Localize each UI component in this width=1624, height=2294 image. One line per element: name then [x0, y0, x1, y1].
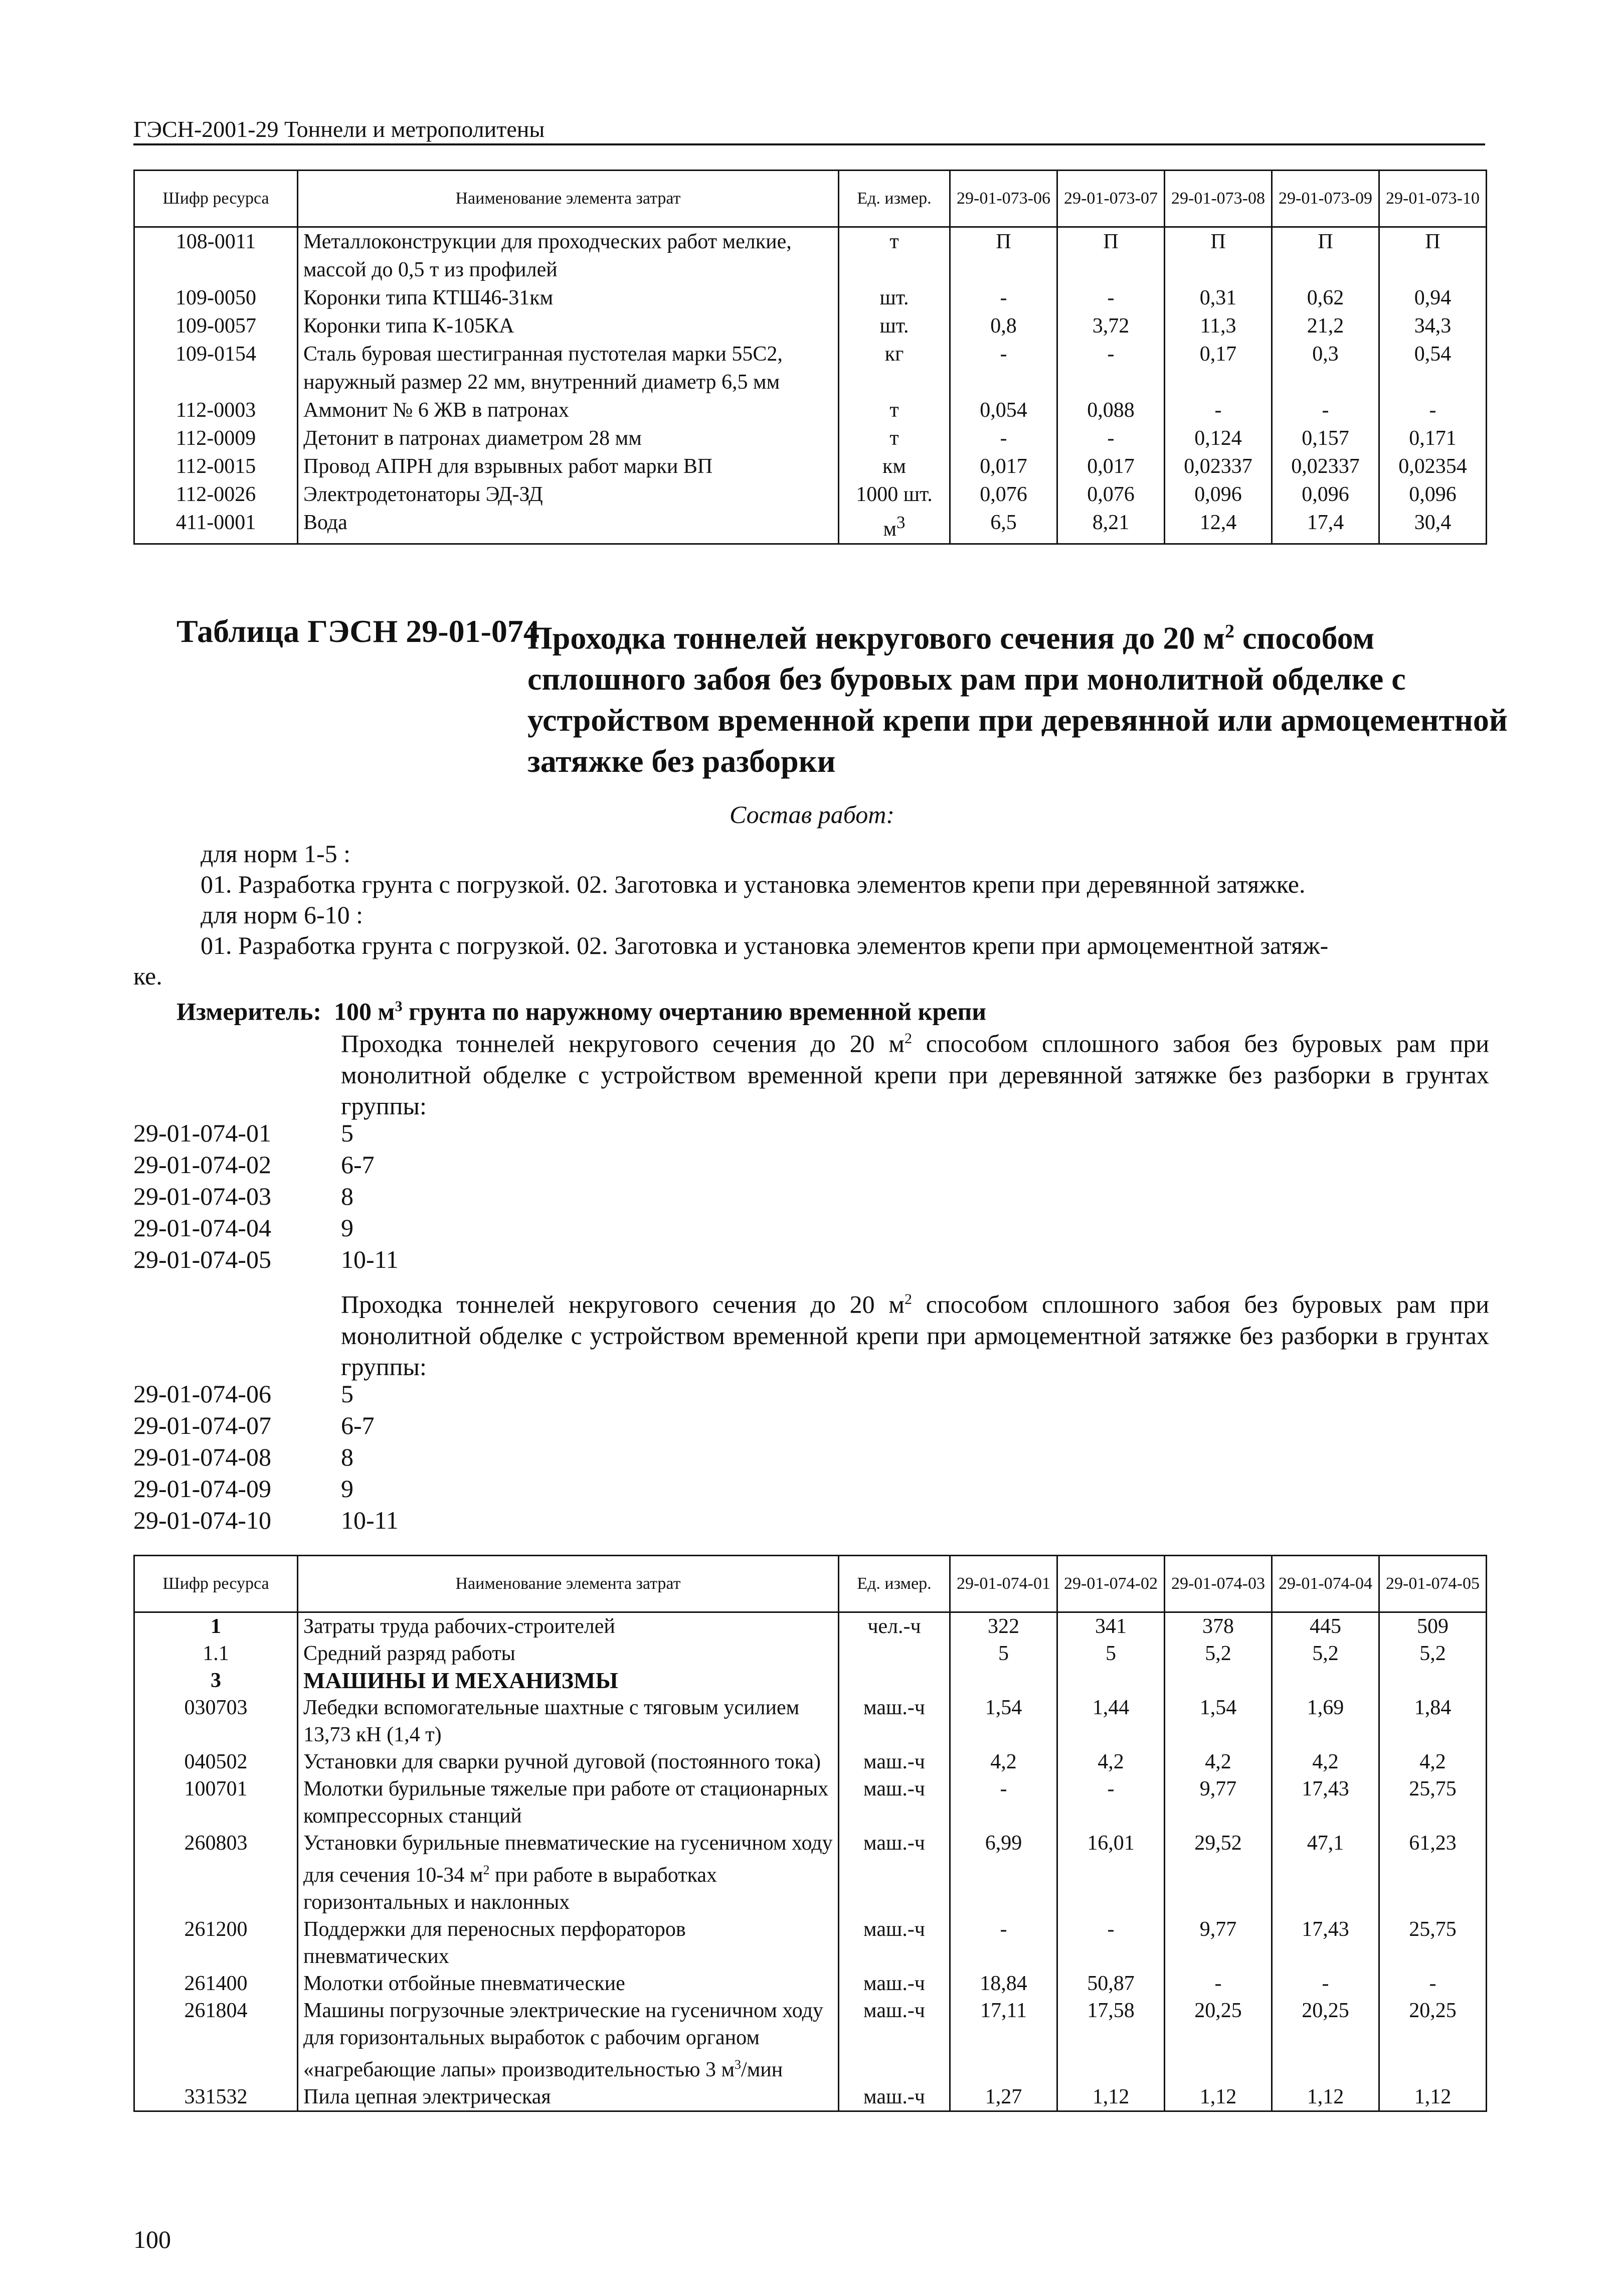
norm-code: 29-01-074-02: [133, 1151, 271, 1179]
resource-value: 47,1: [1272, 1830, 1379, 1916]
header-col: 29-01-074-05: [1379, 1556, 1487, 1612]
resource-value: 0,076: [950, 480, 1057, 509]
resource-code: 109-0050: [134, 284, 298, 312]
resource-unit: маш.-ч: [839, 1916, 950, 1970]
resource-name: Установки бурильные пневматические на гусеничном ходу для сечения 10-34 $м^2$ при работе в выработках горизонтальных и наклонных: [298, 1830, 839, 1916]
resource-value: 4,2: [1272, 1748, 1379, 1775]
resource-unit: чел.-ч: [839, 1612, 950, 1641]
resource-value: 4,2: [950, 1748, 1057, 1775]
table-row: [134, 1997, 1487, 2083]
composition-line: для норм 1-5 :: [201, 840, 351, 868]
resource-value: 61,23: [1379, 1830, 1487, 1916]
resource-value: 17,43: [1272, 1775, 1379, 1830]
resource-value: 4,2: [1379, 1748, 1487, 1775]
norm-list-item: [133, 1441, 491, 1473]
soil-group: 6-7: [341, 1151, 375, 1179]
composition-line: 01. Разработка грунта с погрузкой. 02. Заготовка и установка элементов крепи при армоцементной затяж-: [201, 931, 1329, 959]
resource-unit: км: [839, 452, 950, 480]
resource-unit: маш.-ч: [839, 1830, 950, 1916]
resource-value: 0,17: [1165, 340, 1272, 396]
resource-value: 6,99: [950, 1830, 1057, 1916]
resource-name: Вода: [298, 509, 839, 544]
resource-value: 9,77: [1165, 1775, 1272, 1830]
measure: [176, 991, 986, 1028]
resource-code: 030703: [134, 1694, 298, 1748]
resource-unit: [839, 1640, 950, 1667]
resource-value: 8,21: [1057, 509, 1165, 544]
superscript: 3: [735, 2057, 742, 2072]
resource-value: 4,2: [1057, 1748, 1165, 1775]
resource-value: 341: [1057, 1612, 1165, 1641]
page-number: 100: [133, 2225, 171, 2253]
resource-name: МАШИНЫ И МЕХАНИЗМЫ: [298, 1667, 839, 1694]
table-row: [134, 1748, 1487, 1775]
header-col: 29-01-074-01: [950, 1556, 1057, 1612]
norm-code: 29-01-074-09: [133, 1474, 271, 1503]
resource-value: 0,096: [1165, 480, 1272, 509]
header-name: Наименование элемента затрат: [298, 1556, 839, 1612]
resource-value: 16,01: [1057, 1830, 1165, 1916]
resource-value: 0,157: [1272, 424, 1379, 452]
resource-unit: т: [839, 424, 950, 452]
header-unit: Ед. измер.: [839, 1556, 950, 1612]
table-header-row: [134, 171, 1487, 227]
resource-value: -: [1379, 1970, 1487, 1997]
resource-value: 1,12: [1165, 2083, 1272, 2111]
resource-value: 1,54: [1165, 1694, 1272, 1748]
resource-value: 12,4: [1165, 509, 1272, 544]
cost-table-body: [134, 1612, 1487, 2111]
resource-value: 30,4: [1379, 509, 1487, 544]
resource-name: Средний разряд работы: [298, 1640, 839, 1667]
resource-code: 331532: [134, 2083, 298, 2111]
norm-list-item: [133, 1473, 491, 1505]
description-sup: 2: [905, 1291, 913, 1307]
description-part: Проходка тоннелей некругового сечения до 20 м: [341, 1029, 905, 1058]
header-col: 29-01-074-02: [1057, 1556, 1165, 1612]
header-col: 29-01-073-10: [1379, 171, 1487, 227]
table-row: [134, 340, 1487, 396]
header-rule: [133, 143, 1485, 145]
table-row: [134, 1612, 1487, 1641]
resource-value: 0,171: [1379, 424, 1487, 452]
resource-unit: кг: [839, 340, 950, 396]
resource-name: Машины погрузочные электрические на гусеничном ходу для горизонтальных выработок с рабочим органом «нагребающие лапы» производительностью 3 $м^3$/мин: [298, 1997, 839, 2083]
resource-value: -: [950, 424, 1057, 452]
resource-value: 0,017: [1057, 452, 1165, 480]
resource-name: Молотки отбойные пневматические: [298, 1970, 839, 1997]
resource-value: 0,124: [1165, 424, 1272, 452]
group1-description: [341, 1023, 1489, 1121]
table-row: [134, 312, 1487, 340]
resource-value: 1,12: [1379, 2083, 1487, 2111]
measure-value: грунта по наружному очертанию временной крепи: [402, 997, 987, 1026]
table-title-part: Проходка тоннелей некругового сечения до 20 м: [527, 620, 1225, 656]
header-unit: Ед. измер.: [839, 171, 950, 227]
resource-value: 322: [950, 1612, 1057, 1641]
resource-value: -: [1165, 396, 1272, 424]
resource-name: Лебедки вспомогательные шахтные с тяговым усилием 13,73 кН (1,4 т): [298, 1694, 839, 1748]
table-row: [134, 424, 1487, 452]
resource-value: 1,12: [1057, 2083, 1165, 2111]
table-row: [134, 284, 1487, 312]
header-code: Шифр ресурса: [134, 1556, 298, 1612]
resource-name: Сталь буровая шестигранная пустотелая марки 55С2, наружный размер 22 мм, внутренний диаметр 6,5 мм: [298, 340, 839, 396]
composition-line: 01. Разработка грунта с погрузкой. 02. Заготовка и установка элементов крепи при деревянной затяжке.: [201, 870, 1306, 898]
resource-name: Аммонит № 6 ЖВ в патронах: [298, 396, 839, 424]
composition-line: ке.: [133, 962, 162, 990]
resource-unit: т: [839, 396, 950, 424]
resource-value: 1,69: [1272, 1694, 1379, 1748]
resource-code: 261804: [134, 1997, 298, 2083]
resource-value: 5,2: [1272, 1640, 1379, 1667]
resource-value: 11,3: [1165, 312, 1272, 340]
resource-unit: маш.-ч: [839, 1997, 950, 2083]
resource-value: 1,27: [950, 2083, 1057, 2111]
soil-group: 10-11: [341, 1506, 399, 1534]
header-col: 29-01-074-04: [1272, 1556, 1379, 1612]
resource-value: -: [1379, 396, 1487, 424]
resource-value: 34,3: [1379, 312, 1487, 340]
resource-unit: шт.: [839, 312, 950, 340]
resource-value: 50,87: [1057, 1970, 1165, 1997]
resource-value: 17,43: [1272, 1916, 1379, 1970]
resource-value: 378: [1165, 1612, 1272, 1641]
resource-unit: шт.: [839, 284, 950, 312]
soil-group: 9: [341, 1474, 353, 1503]
measure-label: Измеритель:: [176, 997, 322, 1026]
superscript: 2: [483, 1863, 490, 1877]
resource-value: -: [1057, 284, 1165, 312]
resource-unit: маш.-ч: [839, 1970, 950, 1997]
resource-unit: маш.-ч: [839, 2083, 950, 2111]
resource-name: Пила цепная электрическая: [298, 2083, 839, 2111]
resource-code: 411-0001: [134, 509, 298, 544]
table-row: [134, 1970, 1487, 1997]
resource-value: 25,75: [1379, 1775, 1487, 1830]
resource-value: 1,84: [1379, 1694, 1487, 1748]
resource-name: Поддержки для переносных перфораторов пневматических: [298, 1916, 839, 1970]
measure-sup: 3: [395, 998, 403, 1015]
resource-name: Затраты труда рабочих-строителей: [298, 1612, 839, 1641]
norm-list-item: [133, 1117, 491, 1149]
resource-code: 112-0009: [134, 424, 298, 452]
resource-name: Провод АПРН для взрывных работ марки ВП: [298, 452, 839, 480]
header-col: 29-01-073-06: [950, 171, 1057, 227]
composition-line: для норм 6-10 :: [201, 901, 364, 929]
resource-value: 17,58: [1057, 1997, 1165, 2083]
header-col: 29-01-074-03: [1165, 1556, 1272, 1612]
resource-value: 0,02337: [1165, 452, 1272, 480]
resource-value: 21,2: [1272, 312, 1379, 340]
resource-value: 0,054: [950, 396, 1057, 424]
resource-value: 20,25: [1379, 1997, 1487, 2083]
table-row: [134, 396, 1487, 424]
cost-table: [133, 1555, 1487, 2112]
resource-code: 1.1: [134, 1640, 298, 1667]
resource-value: 0,096: [1272, 480, 1379, 509]
table-row: [134, 227, 1487, 284]
superscript: 3: [896, 513, 906, 532]
resource-value: -: [1272, 1970, 1379, 1997]
norm-code: 29-01-074-08: [133, 1443, 271, 1471]
table-title-label: Таблица ГЭСН 29-01-074: [176, 613, 539, 649]
resource-name: Установки для сварки ручной дуговой (постоянного тока): [298, 1748, 839, 1775]
resource-value: [950, 1667, 1057, 1694]
header-col: 29-01-073-07: [1057, 171, 1165, 227]
composition-heading: Состав работ:: [729, 800, 895, 829]
resource-name: Коронки типа КТШ46-31км: [298, 284, 839, 312]
norm-code: 29-01-074-05: [133, 1245, 271, 1273]
resource-value: 25,75: [1379, 1916, 1487, 1970]
measure-value: 100 м: [334, 997, 395, 1026]
resource-value: -: [1057, 1916, 1165, 1970]
norm-list-item: [133, 1505, 491, 1536]
table-title: [527, 611, 1525, 782]
resource-unit: $м^3$: [839, 509, 950, 544]
resource-value: -: [1272, 396, 1379, 424]
resource-value: [1272, 1667, 1379, 1694]
group1-norm-list: [133, 1117, 491, 1275]
soil-group: 8: [341, 1443, 353, 1471]
resources-table-body: [134, 227, 1487, 544]
header-col: 29-01-073-09: [1272, 171, 1379, 227]
resource-code: 112-0026: [134, 480, 298, 509]
table-row: [134, 1830, 1487, 1916]
resource-value: 445: [1272, 1612, 1379, 1641]
soil-group: 5: [341, 1119, 353, 1147]
resource-value: 4,2: [1165, 1748, 1272, 1775]
norm-code: 29-01-074-10: [133, 1506, 271, 1534]
resource-value: 5,2: [1379, 1640, 1487, 1667]
resource-value: 5,2: [1165, 1640, 1272, 1667]
resource-value: 0,02354: [1379, 452, 1487, 480]
soil-group: 8: [341, 1182, 353, 1210]
resource-value: 1,54: [950, 1694, 1057, 1748]
resource-value: -: [1057, 1775, 1165, 1830]
soil-group: 9: [341, 1214, 353, 1242]
resource-code: 109-0057: [134, 312, 298, 340]
resource-code: 112-0003: [134, 396, 298, 424]
resource-name: Детонит в патронах диаметром 28 мм: [298, 424, 839, 452]
resource-value: 5: [1057, 1640, 1165, 1667]
norm-code: 29-01-074-06: [133, 1380, 271, 1408]
resource-unit: маш.-ч: [839, 1748, 950, 1775]
resource-code: 261400: [134, 1970, 298, 1997]
resource-value: П: [950, 227, 1057, 284]
header-col: 29-01-073-08: [1165, 171, 1272, 227]
resource-value: 17,11: [950, 1997, 1057, 2083]
group2-norm-list: [133, 1378, 491, 1536]
resource-value: 20,25: [1272, 1997, 1379, 2083]
resource-value: -: [950, 340, 1057, 396]
resource-value: -: [950, 1916, 1057, 1970]
resource-value: П: [1165, 227, 1272, 284]
norm-code: 29-01-074-01: [133, 1119, 271, 1147]
resource-value: 0,94: [1379, 284, 1487, 312]
resource-code: 109-0154: [134, 340, 298, 396]
resource-value: -: [1165, 1970, 1272, 1997]
table-section-row: [134, 1667, 1487, 1694]
description-part: способом сплошного забоя без буровых рам при монолитной обделке с устройством временной крепи при армоцементной затяжке без разборки в грунтах группы:: [341, 1290, 1490, 1381]
resource-value: 0,8: [950, 312, 1057, 340]
resource-value: П: [1272, 227, 1379, 284]
resource-code: 112-0015: [134, 452, 298, 480]
resource-code: 261200: [134, 1916, 298, 1970]
running-head: ГЭСН-2001-29 Тоннели и метрополитены: [133, 116, 545, 142]
table-title-part: способом сплошного забоя без буровых рам при монолитной обделке с устройством временной крепи при деревянной или армоцементной затяжке без разборки: [527, 620, 1508, 779]
soil-group: 10-11: [341, 1245, 399, 1273]
resource-name: Коронки типа К-105КА: [298, 312, 839, 340]
table-row: [134, 1916, 1487, 1970]
resource-value: -: [950, 1775, 1057, 1830]
resource-name: Электродетонаторы ЭД-ЗД: [298, 480, 839, 509]
resource-code: 108-0011: [134, 227, 298, 284]
resource-value: 0,3: [1272, 340, 1379, 396]
resource-unit: маш.-ч: [839, 1694, 950, 1748]
resource-value: 0,096: [1379, 480, 1487, 509]
description-sup: 2: [905, 1030, 913, 1047]
resource-value: 5: [950, 1640, 1057, 1667]
soil-group: 5: [341, 1380, 353, 1408]
resource-value: 29,52: [1165, 1830, 1272, 1916]
table-row: [134, 509, 1487, 544]
norm-list-item: [133, 1378, 491, 1410]
resource-code: 040502: [134, 1748, 298, 1775]
resource-value: 0,54: [1379, 340, 1487, 396]
norm-list-item: [133, 1181, 491, 1212]
resources-table: [133, 170, 1487, 545]
table-row: [134, 2083, 1487, 2111]
table-header-row: [134, 1556, 1487, 1612]
soil-group: 6-7: [341, 1411, 375, 1439]
resource-value: П: [1057, 227, 1165, 284]
resource-unit: [839, 1667, 950, 1694]
table-title-sup: 2: [1224, 621, 1234, 642]
resource-value: 3,72: [1057, 312, 1165, 340]
norm-code: 29-01-074-03: [133, 1182, 271, 1210]
resource-value: [1057, 1667, 1165, 1694]
group2-description: [341, 1284, 1489, 1382]
norm-list-item: [133, 1149, 491, 1181]
norm-list-item: [133, 1244, 491, 1275]
resource-value: 1,12: [1272, 2083, 1379, 2111]
resource-value: 6,5: [950, 509, 1057, 544]
resource-value: -: [1057, 424, 1165, 452]
norm-list-item: [133, 1410, 491, 1441]
resource-value: 1,44: [1057, 1694, 1165, 1748]
resource-value: -: [950, 284, 1057, 312]
table-row: [134, 1775, 1487, 1830]
resource-value: [1165, 1667, 1272, 1694]
resource-value: 0,31: [1165, 284, 1272, 312]
description-part: Проходка тоннелей некругового сечения до 20 м: [341, 1290, 905, 1319]
resource-value: 0,62: [1272, 284, 1379, 312]
resource-value: 509: [1379, 1612, 1487, 1641]
table-row: [134, 452, 1487, 480]
resource-value: 17,4: [1272, 509, 1379, 544]
resource-value: 18,84: [950, 1970, 1057, 1997]
description-part: способом сплошного забоя без буровых рам при монолитной обделке с устройством временной крепи при деревянной затяжке без разборки в грунтах группы:: [341, 1029, 1490, 1120]
resource-unit: т: [839, 227, 950, 284]
resource-code: 3: [134, 1667, 298, 1694]
resource-name: Металлоконструкции для проходческих работ мелкие, массой до 0,5 т из профилей: [298, 227, 839, 284]
table-row: [134, 480, 1487, 509]
resource-value: 0,02337: [1272, 452, 1379, 480]
resource-code: 260803: [134, 1830, 298, 1916]
header-code: Шифр ресурса: [134, 171, 298, 227]
resource-value: 20,25: [1165, 1997, 1272, 2083]
resource-name: Молотки бурильные тяжелые при работе от стационарных компрессорных станций: [298, 1775, 839, 1830]
table-row: [134, 1640, 1487, 1667]
resource-value: П: [1379, 227, 1487, 284]
norm-code: 29-01-074-04: [133, 1214, 271, 1242]
norm-list-item: [133, 1212, 491, 1244]
resource-value: 9,77: [1165, 1916, 1272, 1970]
resource-code: 100701: [134, 1775, 298, 1830]
resource-value: 0,076: [1057, 480, 1165, 509]
resource-unit: маш.-ч: [839, 1775, 950, 1830]
norm-code: 29-01-074-07: [133, 1411, 271, 1439]
resource-value: 0,088: [1057, 396, 1165, 424]
resource-unit: 1000 шт.: [839, 480, 950, 509]
resource-code: 1: [134, 1612, 298, 1641]
resource-value: [1379, 1667, 1487, 1694]
resource-value: 0,017: [950, 452, 1057, 480]
resource-value: -: [1057, 340, 1165, 396]
table-row: [134, 1694, 1487, 1748]
header-name: Наименование элемента затрат: [298, 171, 839, 227]
